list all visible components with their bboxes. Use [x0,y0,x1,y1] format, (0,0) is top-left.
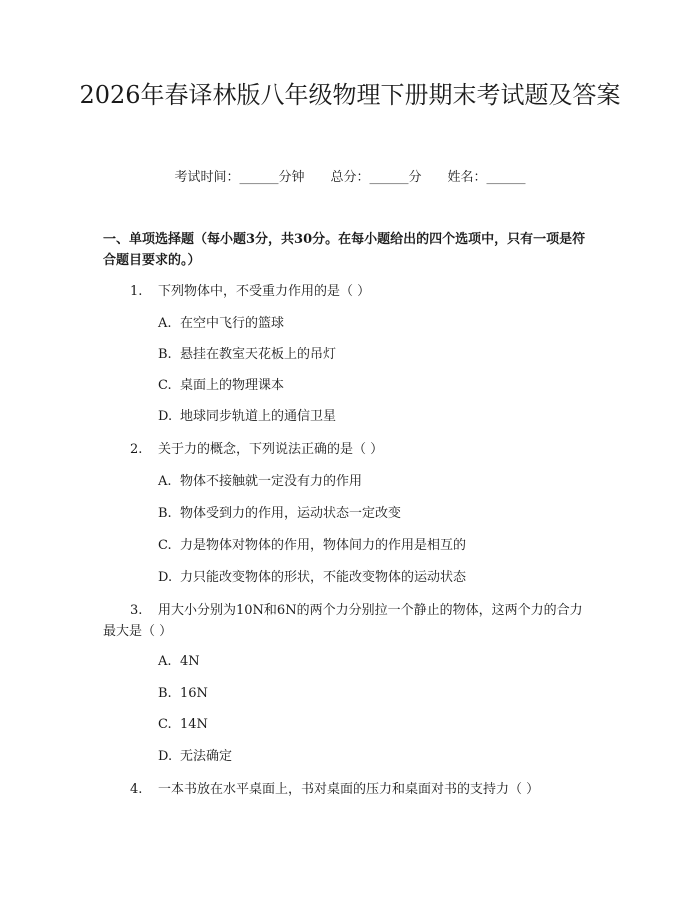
question-number: 4. [130,782,143,797]
time-unit: 分钟 [278,170,305,185]
option-1d: D. 地球同步轨道上的通信卫星 [158,409,337,424]
option-3a: A. 4N [158,654,200,669]
option-2d: D. 力只能改变物体的形状，不能改变物体的运动状态 [158,570,467,585]
question-3 [103,600,593,642]
option-2c: C. 力是物体对物体的作用，物体间力的作用是相互的 [158,538,467,553]
question-number: 2. [130,442,143,457]
question-text: 关于力的概念，下列说法正确的是（ ） [158,442,384,457]
exam-meta [0,169,700,187]
question-text: 下列物体中，不受重力作用的是（ ） [158,284,371,299]
question-text: 用大小分别为10N和6N的两个力分别拉一个静止的物体，这两个力的合力最大是（ ） [103,603,583,639]
exam-title: 2026年春译林版八年级物理下册期末考试题及答案 [79,81,621,109]
score-blank: ______ [369,170,409,185]
option-2a: A. 物体不接触就一定没有力的作用 [158,474,363,489]
question-text: 一本书放在水平桌面上，书对桌面的压力和桌面对书的支持力（ ） [158,782,540,797]
name-label: 姓名： [447,170,487,185]
question-1 [130,281,370,302]
time-blank: ______ [239,170,279,185]
question-number: 3. [130,603,143,618]
option-1a: A. 在空中飞行的篮球 [158,316,285,331]
question-4 [130,779,539,800]
option-2b: B. 物体受到力的作用，运动状态一定改变 [158,506,402,521]
option-1c: C. 桌面上的物理课本 [158,378,285,393]
score-label: 总分： [330,170,370,185]
option-1b: B. 悬挂在教室天花板上的吊灯 [158,347,337,362]
question-number: 1. [130,284,143,299]
question-2 [130,439,383,460]
option-3b: B. 16N [158,686,208,701]
score-unit: 分 [408,170,422,185]
option-3d: D. 无法确定 [158,749,233,764]
name-blank: ______ [486,170,526,185]
option-3c: C. 14N [158,717,208,732]
section-heading: 一、单项选择题（每小题3分，共30分。在每小题给出的四个选项中，只有一项是符合题目要求的。） [103,232,586,268]
time-label: 考试时间： [174,170,240,185]
